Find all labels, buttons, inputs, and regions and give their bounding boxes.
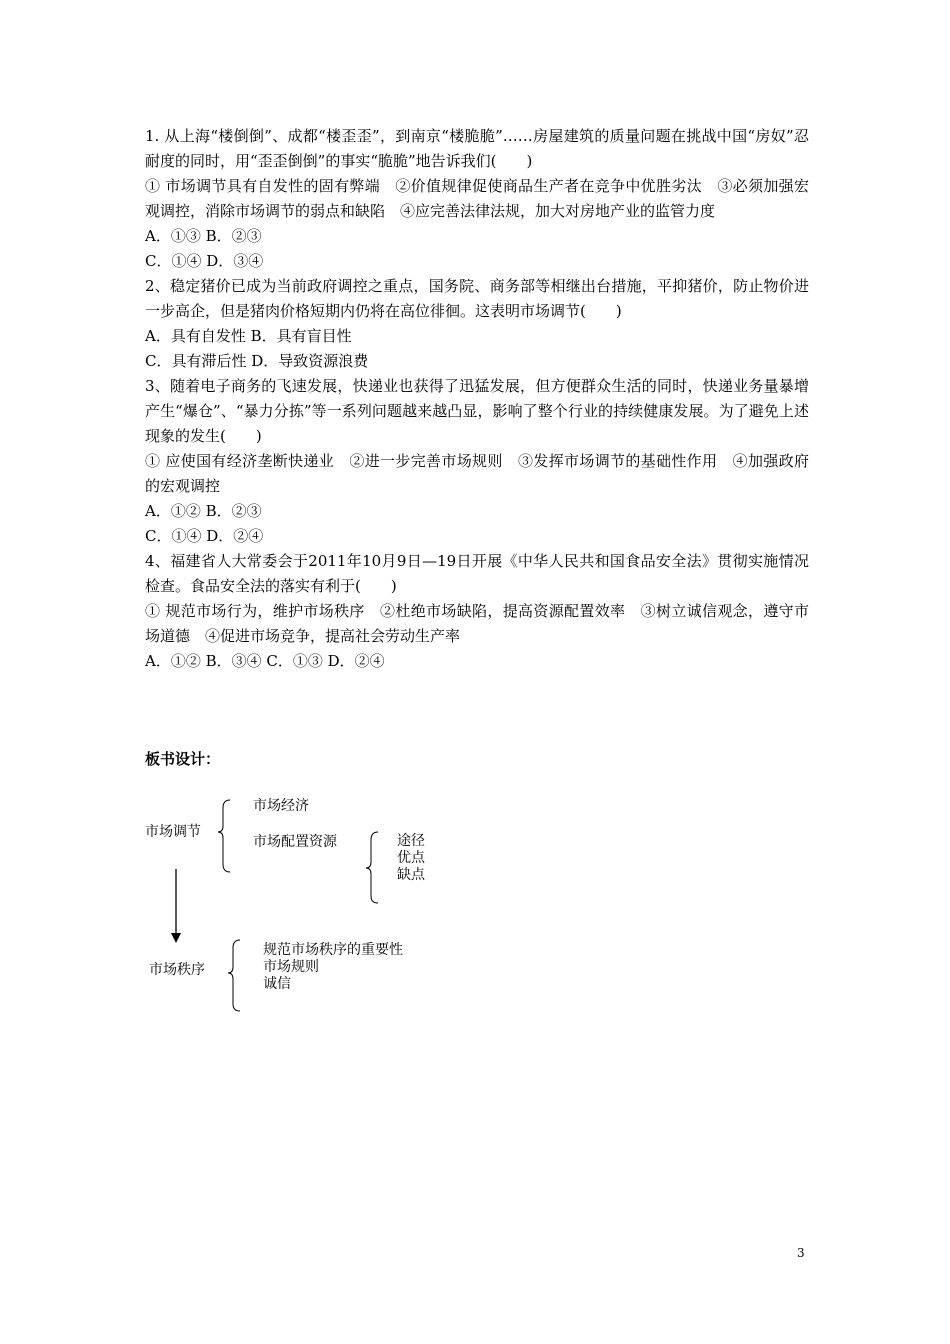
question-list	[145, 124, 809, 674]
label-defects: 缺点	[397, 867, 425, 883]
answer-options: C．①④ D．③④	[145, 252, 264, 270]
label-market-order: 市场秩序	[149, 962, 205, 978]
label-importance: 规范市场秩序的重要性	[263, 942, 403, 958]
arrow-head-icon	[171, 933, 181, 943]
answer-options: A．具有自发性 B．具有盲目性	[145, 327, 352, 345]
page-number: 3	[797, 1246, 805, 1260]
question-statements: ① 应使国有经济垄断快递业 ②进一步完善市场规则 ③发挥市场调节的基础性作用 ④加强政府的宏观调控	[145, 452, 809, 495]
question-statements: ① 市场调节具有自发性的固有弊端 ②价值规律促使商品生产者在竞争中优胜劣汰 ③必须加强宏观调控，消除市场调节的弱点和缺陷 ④应完善法律法规，加大对房地产业的监管力度	[145, 177, 809, 220]
label-integrity: 诚信	[263, 976, 291, 992]
label-merits: 优点	[397, 850, 425, 866]
answer-options: A．①② B．③④ C．①③ D．②④	[145, 652, 385, 670]
question-stem: 4、福建省人大常委会于2011年10月9日—19日开展《中华人民共和国食品安全法》贯彻实施情况检查。食品安全法的落实有利于( )	[145, 552, 809, 595]
label-market-rules: 市场规则	[263, 959, 319, 975]
question-stem: 2、稳定猪价已成为当前政府调控之重点，国务院、商务部等相继出台措施，平抑猪价，防止物价进一步高企，但是猪肉价格短期内仍将在高位徘徊。这表明市场调节( )	[145, 277, 809, 320]
label-market-economy: 市场经济	[253, 798, 309, 814]
question-stem: 3、随着电子商务的飞速发展，快递业也获得了迅猛发展，但方便群众生活的同时，快递业务量暴增产生“爆仓”、“暴力分拣”等一系列问题越来越凸显，影响了整个行业的持续健康发展。为了避免上述现象的发生( )	[145, 377, 809, 445]
brace-market-regulation	[218, 800, 230, 872]
question-statements: ① 规范市场行为，维护市场秩序 ②杜绝市场缺陷，提高资源配置效率 ③树立诚信观念，遵守市场道德 ④促进市场竞争，提高社会劳动生产率	[145, 602, 809, 645]
label-resource-allocation: 市场配置资源	[253, 834, 337, 850]
board-design-heading: 板书设计：	[145, 750, 221, 768]
label-way: 途径	[397, 833, 425, 849]
answer-options: A．①③ B．②③	[145, 227, 262, 245]
question-1	[145, 124, 809, 274]
question-4	[145, 549, 809, 674]
question-2	[145, 274, 809, 374]
brace-resource-allocation	[366, 832, 378, 903]
label-market-regulation: 市场调节	[145, 824, 201, 840]
question-stem: 1. 从上海“楼倒倒”、成都“楼歪歪”，到南京“楼脆脆”……房屋建筑的质量问题在挑战中国“房奴”忍耐度的同时，用“歪歪倒倒”的事实“脆脆”地告诉我们( )	[145, 127, 809, 170]
answer-options: C．具有滞后性 D．导致资源浪费	[145, 352, 369, 370]
question-3	[145, 374, 809, 549]
brace-market-order	[228, 940, 240, 1011]
answer-options: A．①② B．②③	[145, 502, 262, 520]
answer-options: C．①④ D．②④	[145, 527, 264, 545]
